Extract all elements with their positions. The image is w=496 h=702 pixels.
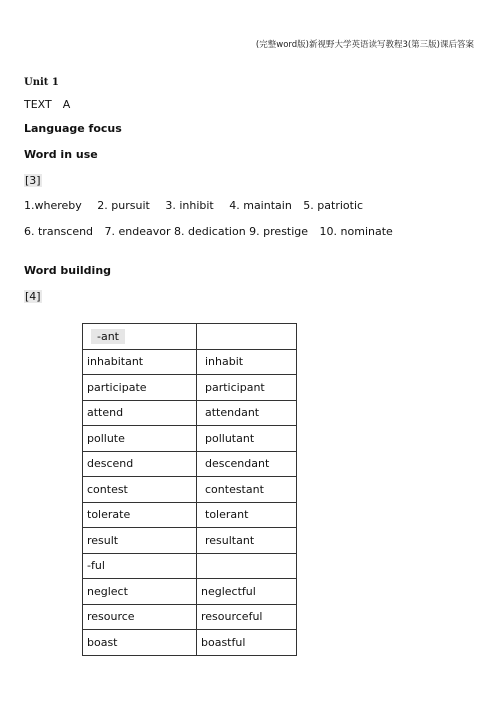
table-row: [83, 553, 297, 579]
exercise-number-3: [24, 174, 42, 187]
table-row: [83, 400, 297, 426]
answer-6: 6. transcend: [24, 225, 94, 238]
table-cell: resourceful: [197, 604, 297, 630]
table-cell: pollute: [83, 426, 197, 452]
table-row: [83, 604, 297, 630]
page-header: (完整word版)新视野大学英语读写教程3(第三版)课后答案: [255, 40, 474, 50]
table-row: [83, 579, 297, 605]
table-cell: neglect: [83, 579, 197, 605]
table-cell: descendant: [197, 451, 297, 477]
table-cell: neglectful: [197, 579, 297, 605]
answers-row-2: [24, 225, 393, 238]
exercise-number-4-label: [4]: [25, 290, 41, 303]
answer-10: 10. nominate: [319, 225, 393, 238]
suffix-label-ant: -ant: [91, 329, 125, 344]
table-row: [83, 630, 297, 656]
answer-7: 7. endeavor: [104, 225, 171, 238]
exercise-number-3-label: [3]: [25, 174, 41, 187]
table-cell: tolerate: [83, 502, 197, 528]
word-in-use-heading: Word in use: [24, 148, 98, 161]
table-cell: result: [83, 528, 197, 554]
answer-8: 8. dedication: [174, 225, 246, 238]
answer-1: 1.whereby: [24, 199, 82, 212]
table-row: [83, 502, 297, 528]
answer-9: 9. prestige: [249, 225, 309, 238]
table-cell: -ful: [83, 553, 197, 579]
table-row: [83, 477, 297, 503]
table-cell: attendant: [197, 400, 297, 426]
answer-5: 5. patriotic: [303, 199, 364, 212]
table-cell: descend: [83, 451, 197, 477]
answers-row-1: [24, 199, 363, 212]
answer-2: 2. pursuit: [97, 199, 150, 212]
table-cell: participant: [197, 375, 297, 401]
table-row: [83, 324, 297, 350]
word-building-table: [82, 323, 297, 656]
table-cell: boastful: [197, 630, 297, 656]
table-row: [83, 375, 297, 401]
table-cell: resource: [83, 604, 197, 630]
table-cell: boast: [83, 630, 197, 656]
table-cell: inhabit: [197, 349, 297, 375]
language-focus-heading: Language focus: [24, 122, 122, 135]
table-cell: tolerant: [197, 502, 297, 528]
word-building-heading: Word building: [24, 264, 112, 277]
table-row: [83, 528, 297, 554]
table-cell: inhabitant: [83, 349, 197, 375]
exercise-number-4: [24, 290, 42, 303]
table-cell: participate: [83, 375, 197, 401]
answer-4: 4. maintain: [229, 199, 292, 212]
unit-title: Unit 1: [24, 77, 59, 88]
table-cell: contest: [83, 477, 197, 503]
text-label: TEXT A: [24, 98, 71, 111]
table-row: [83, 451, 297, 477]
table-cell: [197, 324, 297, 350]
table-cell: resultant: [197, 528, 297, 554]
table-row: [83, 426, 297, 452]
table-row: [83, 349, 297, 375]
table-cell: pollutant: [197, 426, 297, 452]
answer-3: 3. inhibit: [165, 199, 214, 212]
table-cell: [197, 553, 297, 579]
table-cell: contestant: [197, 477, 297, 503]
table-cell: [83, 324, 197, 350]
table-cell: attend: [83, 400, 197, 426]
